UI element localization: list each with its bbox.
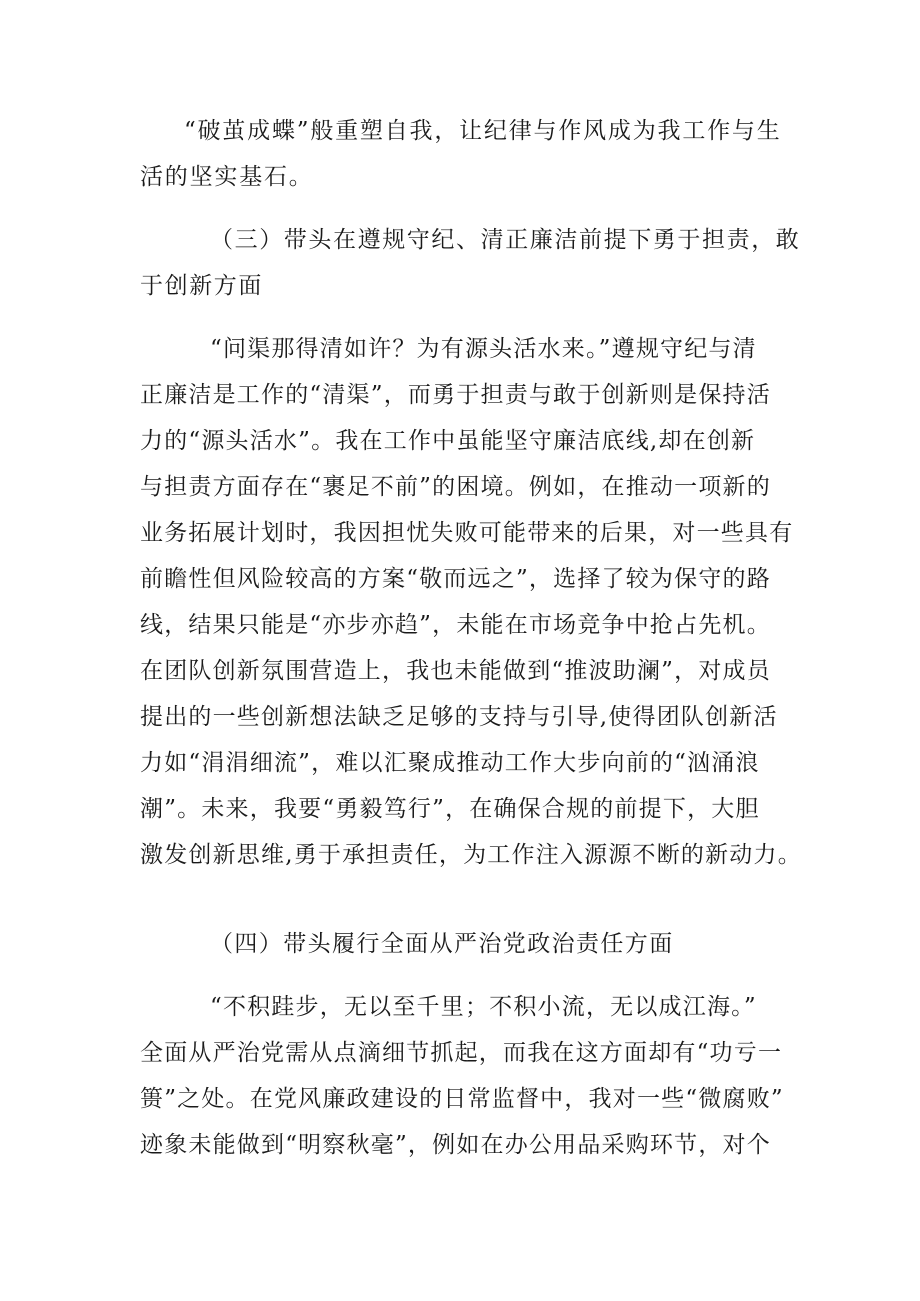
paragraph-line: 线，结果只能是“亦步亦趋”，未能在市场竞争中抢占先机。 (140, 612, 771, 638)
paragraph-line: 前瞻性但风险较高的方案“敬而远之”，选择了较为保守的路 (140, 566, 771, 592)
paragraph-line: 在团队创新氛围营造上，我也未能做到“推波助澜”，对成员 (140, 658, 771, 684)
paragraph-line: 力如“涓涓细流”，难以汇聚成推动工作大步向前的“汹涌浪 (140, 750, 760, 776)
paragraph-line: 力的“源头活水”。我在工作中虽能坚守廉洁底线,却在创新 (140, 428, 756, 454)
paragraph-line: 激发创新思维,勇于承担责任，为工作注入源源不断的新动力。 (140, 842, 802, 868)
paragraph-line: “不积跬步，无以至千里；不积小流，无以成江海。” (210, 994, 757, 1020)
paragraph-line: 与担责方面存在“裹足不前”的困境。例如，在推动一项新的 (140, 474, 771, 500)
section-heading-4: （四）带头履行全面从严治党政治责任方面 (210, 931, 674, 957)
paragraph-line: 提出的一些创新想法缺乏足够的支持与引导,使得团队创新活 (140, 704, 778, 730)
section-heading-3: （三）带头在遵规守纪、清正廉洁前提下勇于担责，敢 (210, 227, 801, 253)
paragraph-line: 潮”。未来，我要“勇毅笃行”，在确保合规的前提下，大胆 (140, 796, 760, 822)
paragraph-line: 正廉洁是工作的“清渠”，而勇于担责与敢于创新则是保持活 (140, 382, 771, 408)
section-heading-3-continued: 于创新方面 (140, 273, 263, 299)
paragraph-line: 业务拓展计划时，我因担忧失败可能带来的后果，对一些具有 (140, 520, 794, 546)
paragraph-line: 篑”之处。在党风廉政建设的日常监督中，我对一些“微腐败” (140, 1086, 784, 1112)
paragraph-line: “问渠那得清如许？为有源头活水来。”遵规守纪与清 (210, 336, 757, 362)
paragraph-line: 迹象未能做到“明察秋毫”，例如在办公用品采购环节，对个 (140, 1132, 771, 1158)
paragraph-line: 活的坚实基石。 (140, 164, 314, 190)
paragraph-line: “破茧成蝶”般重塑自我，让纪律与作风成为我工作与生 (184, 118, 782, 144)
paragraph-line: 全面从严治党需从点滴细节抓起，而我在这方面却有“功亏一 (140, 1040, 783, 1066)
